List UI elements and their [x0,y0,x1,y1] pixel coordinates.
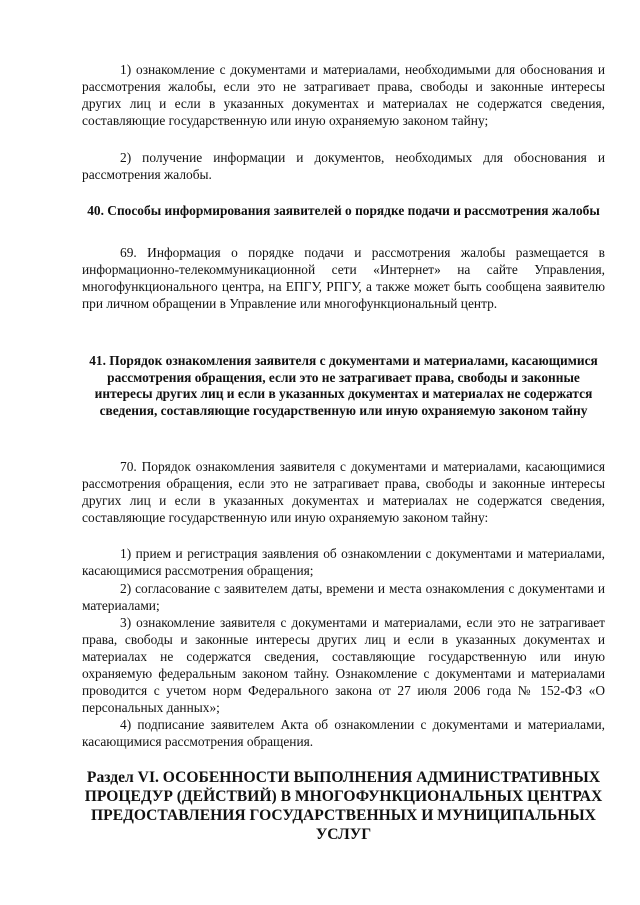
paragraph-list-item-2: 2) получение информации и документов, необходимых для обоснования и рассмотрения жалобы. [82,150,605,182]
paragraph-70-item-4: 4) подписание заявителем Акта об ознакомлении с документами и материалами, касающимися рассмотрения обращения. [82,717,605,749]
heading-section-vi: Раздел VI. ОСОБЕННОСТИ ВЫПОЛНЕНИЯ АДМИНИСТРАТИВНЫХ ПРОЦЕДУР (ДЕЙСТВИЙ) В МНОГОФУНКЦИОНАЛЬНЫХ ЦЕНТРАХ ПРЕДОСТАВЛЕНИЯ ГОСУДАРСТВЕННЫХ И МУНИЦИПАЛЬНЫХ УСЛУГ [84,769,603,843]
heading-section-40: 40. Способы информирования заявителей о порядке подачи и рассмотрения жалобы [87,203,600,218]
paragraph-70-item-1: 1) прием и регистрация заявления об ознакомлении с документами и материалами, касающимися рассмотрения обращения; [82,546,605,578]
heading-section-41: 41. Порядок ознакомления заявителя с документами и материалами, касающимися рассмотрения обращения, если это не затрагивает права, свободы и законные интересы других лиц и если в указанных документах и материалах не содержатся сведения, составляющие государственную или иную охраняемую законом тайну [89,353,598,418]
paragraph-list-item-1: 1) ознакомление с документами и материалами, необходимыми для обоснования и рассмотрения жалобы, если это не затрагивает права, свободы и законные интересы других лиц и если в указанных документах и материалах не содержатся сведения, составляющие государственную или иную охраняемую законом тайну; [82,62,605,128]
paragraph-70-item-3: 3) ознакомление заявителя с документами и материалами, если это не затрагивает права, свободы и законные интересы других лиц и если в указанных документах и материалах не содержатся сведения, составляющие государственную или иную охраняемую федеральным законом тайну. Ознакомление с документами и материалами проводится с учетом норм Федерального закона от 27 июля 2006 года № 152-ФЗ «О персональных данных»; [82,615,605,715]
paragraph-69: 69. Информация о порядке подачи и рассмотрения жалобы размещается в информационно-телекоммуникационной сети «Интернет» на сайте Управления, многофункционального центра, на ЕПГУ, РПГУ, а также может быть сообщена заявителю при личном обращении в Управление или многофункциональный центр. [82,245,605,311]
paragraph-70: 70. Порядок ознакомления заявителя с документами и материалами, касающимися рассмотрения обращения, если это не затрагивает права, свободы и законные интересы других лиц и если в указанных документах и материалах не содержатся сведения, составляющие государственную или иную охраняемую законом тайну: [82,459,605,525]
paragraph-70-item-2: 2) согласование с заявителем даты, времени и места ознакомления с документами и материалами; [82,581,605,613]
